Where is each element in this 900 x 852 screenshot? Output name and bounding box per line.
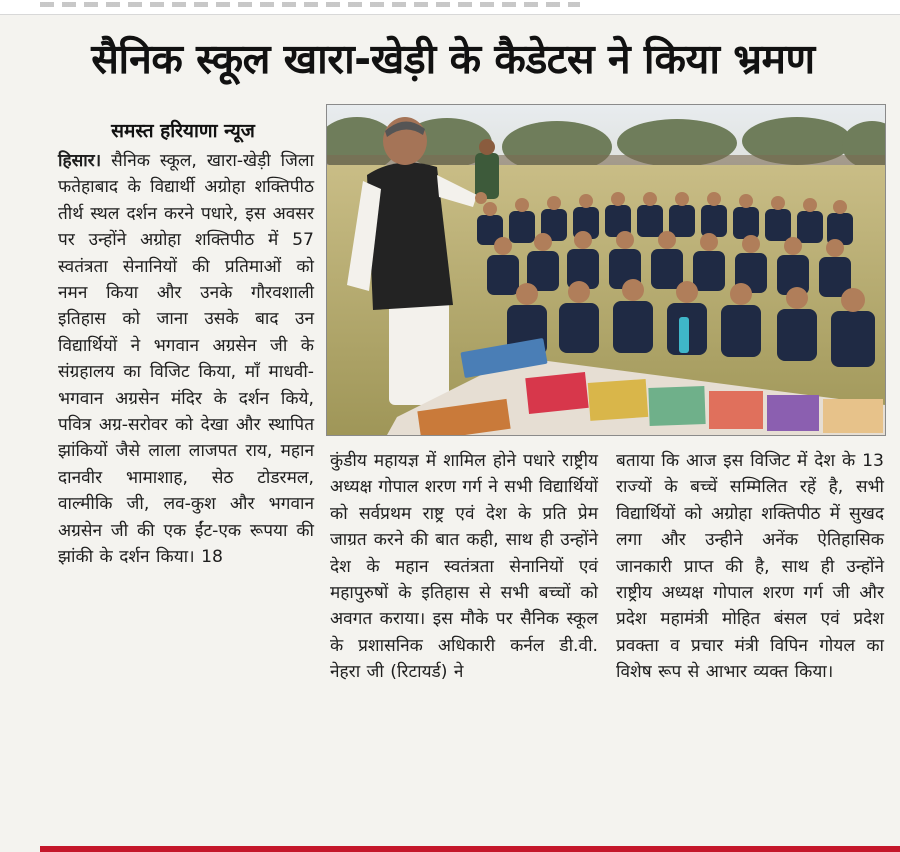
bottom-accent-rule (40, 846, 900, 852)
headline: सैनिक स्कूल खारा-खेड़ी के कैडेटस ने किया भ्रमण (91, 35, 815, 83)
article-column-1 (58, 148, 314, 571)
cut-text-remnant (40, 2, 580, 7)
news-photo (326, 104, 886, 436)
dateline: हिसार। (58, 151, 102, 171)
column-1-text: सैनिक स्कूल, खारा-खेड़ी जिला फतेहाबाद के विद्यार्थी अग्रोहा शक्तिपीठ तीर्थ स्थल दर्शन करने पधारे, इस अवसर पर उन्होंने अग्रोहा शक्तिपीठ में 57 स्वतंत्रता सेनानियों की प्रतिमाओं को नमन किया और उनके गौरवशाली इतिहास को जाना उसके बाद उन विद्यार्थियों ने भगवान अग्रसेन जी के संग्रहालय का विजिट किया, माँ माधवी-भगवान अग्रसेन मंदिर के दर्शन किये, पवित्र अग्र-सरोवर को देखा और स्थापित झांकियों जैसे लाला लाजपत राय, महान दानवीर भामाशाह, सेठ टोडरमल, वाल्मीकि जी, लव-कुश और भगवान अग्रसेन जी की एक ईंट-एक रूपया की झांकी के दर्शन किया। 18 (58, 151, 314, 568)
photo-illustration (327, 105, 885, 435)
article-column-2: कुंडीय महायज्ञ में शामिल होने पधारे राष्ट्रीय अध्यक्ष गोपाल शरण गर्ग ने सभी विद्यार्थियों को सर्वप्रथम राष्ट्र एवं देश के प्रति प्रेम जाग्रत करने की बात कही, साथ ही उन्होंने देश के महान स्वतंत्रता सेनानियों एवं महापुरुषों के इतिहास से सभी बच्चों को अवगत कराया। इस मौके पर सैनिक स्कूल के प्रशासनिक अधिकारी कर्नल डी.वी. नेहरा जी (रिटायर्ड) ने (330, 451, 598, 683)
byline: समस्त हरियाणा न्यूज (111, 120, 255, 142)
clipping-top-edge (0, 0, 900, 15)
water-bottle (679, 317, 689, 353)
article-column-3: बताया कि आज इस विजिट में देश के 13 राज्यों के बच्चें सम्मिलित रहें है, सभी विद्यार्थियों को अग्रोहा शक्तिपीठ में सुखद लगा और उन्हीने अनेंक ऐतिहासिक जानकारी प्राप्त की है, साथ ही उन्होंने राष्ट्रीय अध्यक्ष गोपाल शरण गर्ग जी और प्रदेश महामंत्री मोहित बंसल एवं प्रदेश प्रवक्ता व प्रचार मंत्री विपिन गोयल का विशेष रूप से आभार व्यक्त किया। (616, 451, 884, 683)
